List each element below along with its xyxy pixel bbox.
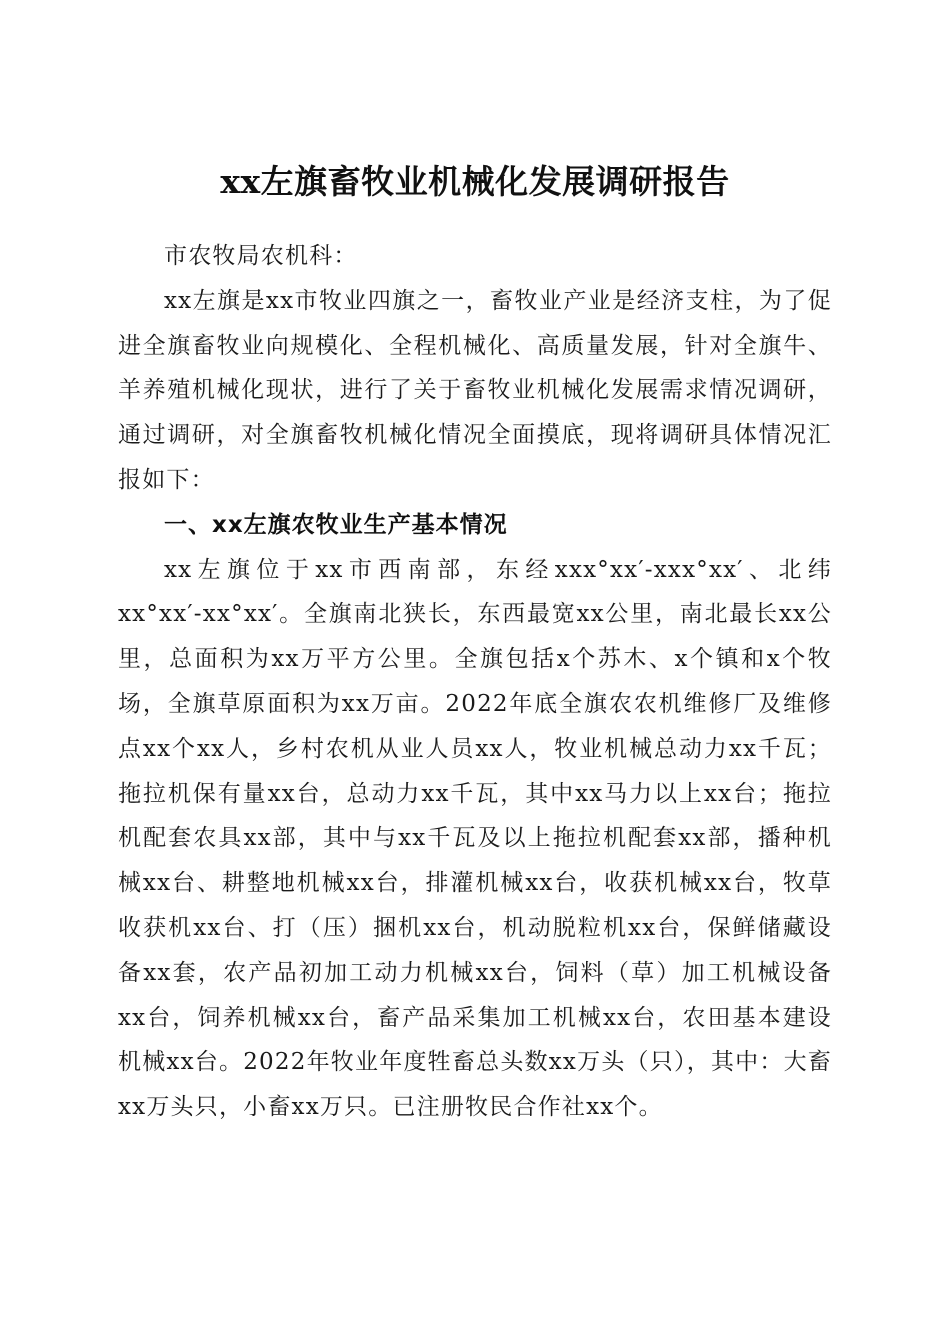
intro-paragraph: xx左旗是xx市牧业四旗之一，畜牧业产业是经济支柱，为了促进全旗畜牧业向规模化、全程机械化、高质量发展，针对全旗牛、羊养殖机械化现状，进行了关于畜牧业机械化发展需求情况调研，通过调研，对全旗畜牧机械化情况全面摸底，现将调研具体情况汇报如下： xyxy=(118,287,832,493)
section-1-paragraph: xx左旗位于xx市西南部，东经xxx°xx′-xxx°xx′、北纬xx°xx′-xx°xx′。全旗南北狭长，东西最宽xx公里，南北最长xx公里，总面积为xx万平方公里。全旗包括x个苏木、x个镇和x个牧场，全旗草原面积为xx万亩。2022年底全旗农农机维修厂及维修点xx个xx人，乡村农机从业人员xx人，牧业机械总动力xx千瓦；拖拉机保有量xx台，总动力xx千瓦，其中xx马力以上xx台；拖拉机配套农具xx部，其中与xx千瓦及以上拖拉机配套xx部，播种机械xx台、耕整地机械xx台，排灌机械xx台，收获机械xx台，牧草收获机xx台、打（压）捆机xx台，机动脱粒机xx台，保鲜储藏设备xx套，农产品初加工动力机械xx台，饲料（草）加工机械设备xx台，饲养机械xx台，畜产品采集加工机械xx台，农田基本建设机械xx台。2022年牧业年度牲畜总头数xx万头（只），其中：大畜xx万头只，小畜xx万只。已注册牧民合作社xx个。 xyxy=(118,556,832,1121)
section-1-heading: 一、xx左旗农牧业生产基本情况 xyxy=(164,511,508,538)
salutation: 市农牧局农机科： xyxy=(164,243,358,269)
document-title: xx左旗畜牧业机械化发展调研报告 xyxy=(220,162,730,202)
document-body xyxy=(118,234,832,1130)
